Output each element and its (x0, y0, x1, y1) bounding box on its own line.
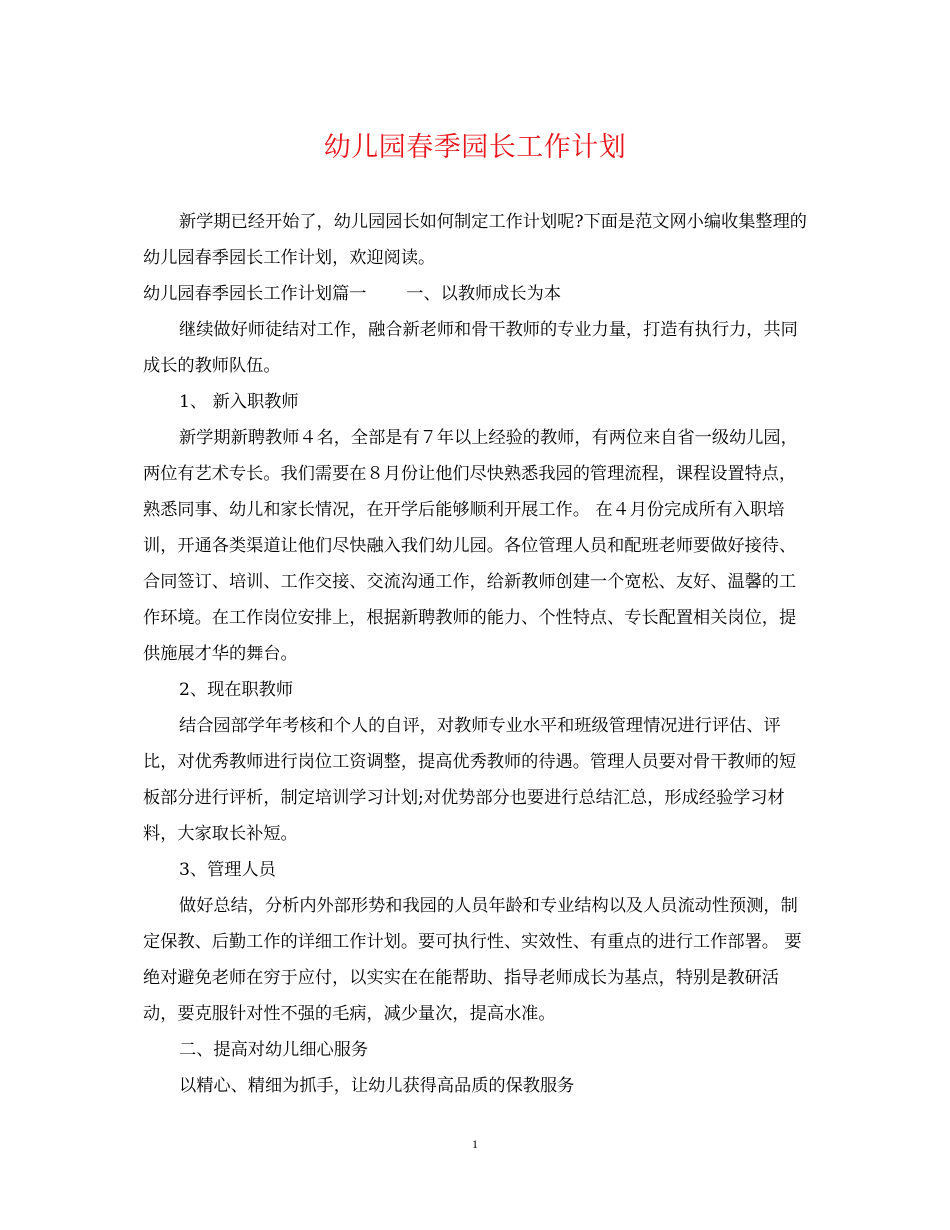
body-paragraph: 继续做好师徒结对工作，融合新老师和骨干教师的专业力量，打造有执行力，共同成长的教师队伍。 (143, 320, 798, 376)
subheading-management: 3、管理人员 (179, 860, 276, 880)
page-title: 幼儿园春季园长工作计划 (323, 132, 627, 163)
body-paragraph: 以精心、精细为抓手，让幼儿获得高品质的保教服务 (179, 1076, 575, 1096)
section-heading-two: 二、提高对幼儿细心服务 (179, 1040, 369, 1060)
page-number: 1 (472, 1137, 478, 1151)
intro-paragraph: 新学期已经开始了，幼儿园园长如何制定工作计划呢?下面是范文网小编收集整理的幼儿园春季园长工作计划，欢迎阅读。 (143, 212, 807, 268)
body-paragraph: 新学期新聘教师４名，全部是有７年以上经验的教师，有两位来自省一级幼儿园，两位有艺术专长。我们需要在８月份让他们尽快熟悉我园的管理流程，课程设置特点，熟悉同事、幼儿和家长情况，在开学后能够顺利开展工作。 在４月份完成所有入职培训，开通各类渠道让他们尽快融入我们幼儿园。各位管理人员和配班老师要做好接待、合同签订、培训、工作交接、交流沟通工作，给新教师创建一个宽松、友好、温馨的工作环境。在工作岗位安排上，根据新聘教师的能力、个性特点、专长配置相关岗位，提供施展才华的舞台。 (143, 428, 798, 664)
body-paragraph: 结合园部学年考核和个人的自评，对教师专业水平和班级管理情况进行评估、评比，对优秀教师进行岗位工资调整，提高优秀教师的待遇。管理人员要对骨干教师的短板部分进行评析，制定培训学习计划;对优势部分也要进行总结汇总，形成经验学习材料，大家取长补短。 (143, 716, 797, 844)
body-paragraph: 做好总结，分析内外部形势和我园的人员年龄和专业结构以及人员流动性预测，制定保教、后勤工作的详细工作计划。要可执行性、实效性、有重点的进行工作部署。 要绝对避免老师在穷于应付，以实实在在能帮助、指导老师成长为基点，特别是教研活动，要克服针对性不强的毛病，减少量次，提高水准。 (143, 896, 802, 1024)
document-body (143, 204, 807, 1104)
section-heading-line: 幼儿园春季园长工作计划篇一 一、以教师成长为本 (143, 284, 561, 304)
subheading-new-teachers: 1、 新入职教师 (179, 392, 299, 412)
subheading-current-teachers: 2、现在职教师 (179, 680, 294, 700)
